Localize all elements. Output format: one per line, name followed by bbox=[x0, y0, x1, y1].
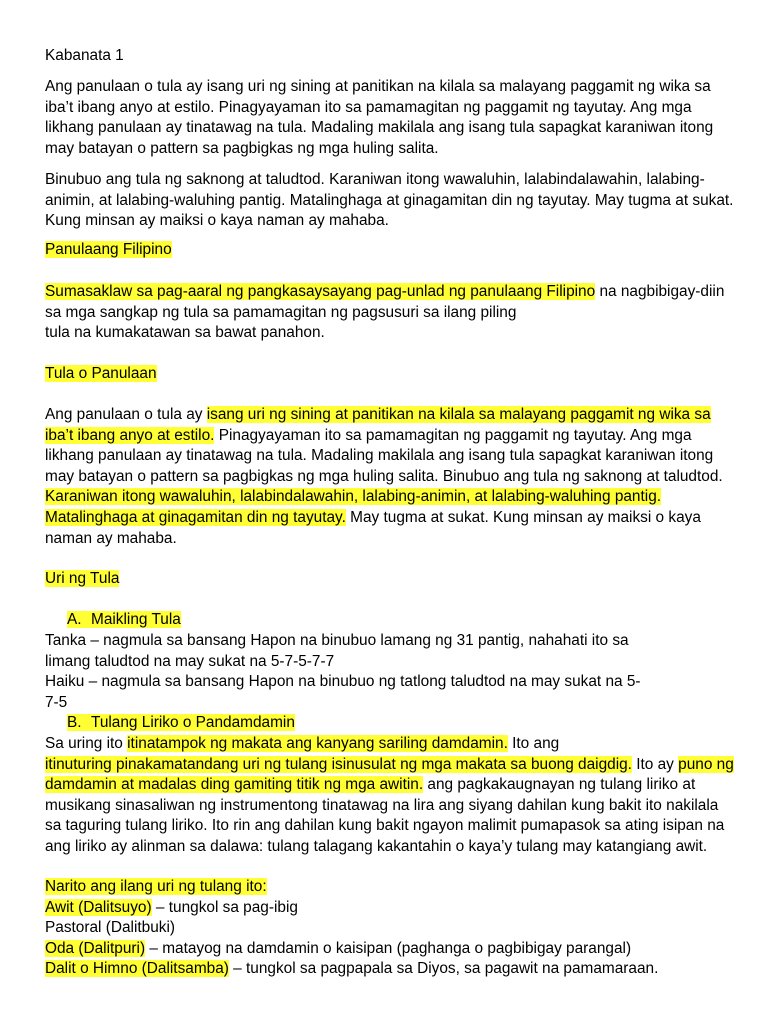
heading-highlight: Panulaang Filipino bbox=[45, 241, 172, 258]
paragraph-text: Ito ay bbox=[631, 755, 679, 773]
list-marker: B. bbox=[67, 714, 82, 731]
paragraph-text: Ito ang bbox=[507, 735, 560, 752]
highlight-text: Oda (Dalitpuri) bbox=[45, 940, 146, 957]
list-dalit bbox=[45, 959, 735, 980]
list-item-a bbox=[67, 610, 757, 631]
paragraph-text: tula na kumakatawan sa bawat panahon. bbox=[45, 324, 325, 342]
list-marker: A. bbox=[67, 611, 82, 628]
heading-highlight: Narito ang ilang uri ng tulang ito: bbox=[45, 878, 267, 895]
heading-highlight: Tula o Panulaan bbox=[45, 365, 157, 382]
paragraph-text: 7-5 bbox=[45, 693, 68, 711]
paragraph-text: ang pagkakaugnayan ng tulang liriko at musikang sinasaliwan ng instrumentong tinatawag na lira ang siyang dahilan kung bakit ito nakilala sa taguring tulang liriko. Ito rin ang dahilan kung bakit ngayon malimit pumapasok sa ating isipan na ang liriko ay alinman sa dalawa: tulang talagang kakantahin o kaya’y tulang may katangiang awit. bbox=[45, 776, 725, 855]
paragraph-text: May tugma at sukat. Kung minsan ay maiksi o kaya naman ay mahaba. bbox=[45, 508, 701, 547]
intro-paragraph-2: Binubuo ang tula ng saknong at taludtod. Karaniwan itong wawaluhin, lalabindalawahin, lalabing-animin, at lalabing-waluhing pantig. Matalinghaga at ginagamitan din ng tayutay. May tugma at sukat. Kung minsan ay maiksi o kaya naman ay mahaba. bbox=[45, 171, 734, 230]
section-heading-panulaang-filipino bbox=[45, 240, 735, 261]
paragraph-text: – matayog na damdamin o kaisipan (paghanga o pagbibigay parangal) bbox=[145, 940, 632, 957]
list-item-b bbox=[67, 713, 757, 734]
highlight-text: Dalit o Himno (Dalitsamba) bbox=[45, 960, 229, 977]
highlight-text: puno ng damdamin at madalas ding gamiting titik ng mga awitin. bbox=[45, 755, 734, 794]
paragraph-text: na nagbibigay-diin sa mga sangkap ng tula sa pamamagitan ng pagsusuri sa ilang piling bbox=[45, 283, 725, 321]
highlight-text: isang uri ng sining at panitikan na kilala sa malayang paggamit ng wika sa iba’t ibang anyo at estilo. bbox=[45, 406, 711, 444]
list-pastoral: Pastoral (Dalitbuki) bbox=[45, 919, 176, 936]
highlight-text: itinatampok ng makata ang kanyang sariling damdamin. bbox=[127, 735, 508, 752]
paragraph-text: Pinagyayaman ito sa pamamagitan ng paggamit ng tayutay. Ang mga likhang panulaan ay tinatawag na tula. Madaling makilala ang isang tula sapagkat karaniwan itong may batayan o pattern sa pagbigkas ng mga huling salita. Binubuo ang tula ng saknong at taludtod. bbox=[45, 426, 723, 485]
list-label: Tulang Liriko o Pandamdamin bbox=[91, 714, 295, 731]
tula-paragraph bbox=[45, 405, 735, 549]
chapter-title: Kabanata 1 bbox=[45, 47, 124, 64]
paragraph-text: Haiku – nagmula sa bansang Hapon na binubuo ng tatlong taludtod na may sukat na 5- bbox=[45, 673, 641, 690]
paragraph-text: – tungkol sa pag-ibig bbox=[151, 899, 298, 916]
narito-heading bbox=[45, 877, 735, 898]
paragraph-text: Sa uring ito bbox=[45, 735, 128, 752]
list-label: Maikling Tula bbox=[91, 611, 181, 628]
highlight-text: Awit (Dalitsuyo) bbox=[45, 899, 152, 916]
liriko-paragraph bbox=[45, 734, 735, 858]
paragraph-text: Tanka – nagmula sa bansang Hapon na binubuo lamang ng 31 pantig, nahahati ito sa bbox=[45, 632, 629, 649]
haiku-definition bbox=[45, 672, 735, 713]
list-item-b-highlight bbox=[67, 714, 295, 731]
intro-paragraph-1: Ang panulaan o tula ay isang uri ng sining at panitikan na kilala sa malayang paggamit ng wika sa iba’t ibang anyo at estilo. Pinagyayaman ito sa pamamagitan ng paggamit ng tayutay. Ang mga likhang panulaan ay tinatawag na tula. Madaling makilala ang isang tula sapagkat karaniwan itong may batayan o pattern sa pagbigkas ng mga huling salita. bbox=[45, 78, 714, 157]
list-oda bbox=[45, 939, 735, 960]
paragraph-text: – tungkol sa pagpapala sa Diyos, sa pagawit na pamamaraan. bbox=[228, 960, 659, 977]
highlight-text: itinuturing pinakamatandang uri ng tulang isinusulat ng mga makata sa buong daigdig. bbox=[45, 755, 632, 773]
section-heading-tula-o-panulaan bbox=[45, 364, 735, 385]
list-item-a-highlight bbox=[67, 611, 181, 628]
highlight-text: Karaniwan itong wawaluhin, lalabindalawahin, lalabing-animin, at lalabing-waluhing pantig. Matalinghaga at ginagamitan din ng tayutay. bbox=[45, 488, 662, 526]
highlight-text: Sumasaklaw sa pag-aaral ng pangkasaysayang pag-unlad ng panulaang Filipino bbox=[45, 283, 596, 300]
heading-highlight: Uri ng Tula bbox=[45, 570, 120, 587]
section-heading-uri-ng-tula bbox=[45, 569, 735, 590]
paragraph-text: limang taludtod na may sukat na 5-7-5-7-7 bbox=[45, 652, 335, 670]
paragraph-text: Ang panulaan o tula ay bbox=[45, 406, 207, 423]
list-awit bbox=[45, 898, 735, 919]
tanka-definition bbox=[45, 631, 735, 672]
panulaang-paragraph bbox=[45, 282, 735, 344]
